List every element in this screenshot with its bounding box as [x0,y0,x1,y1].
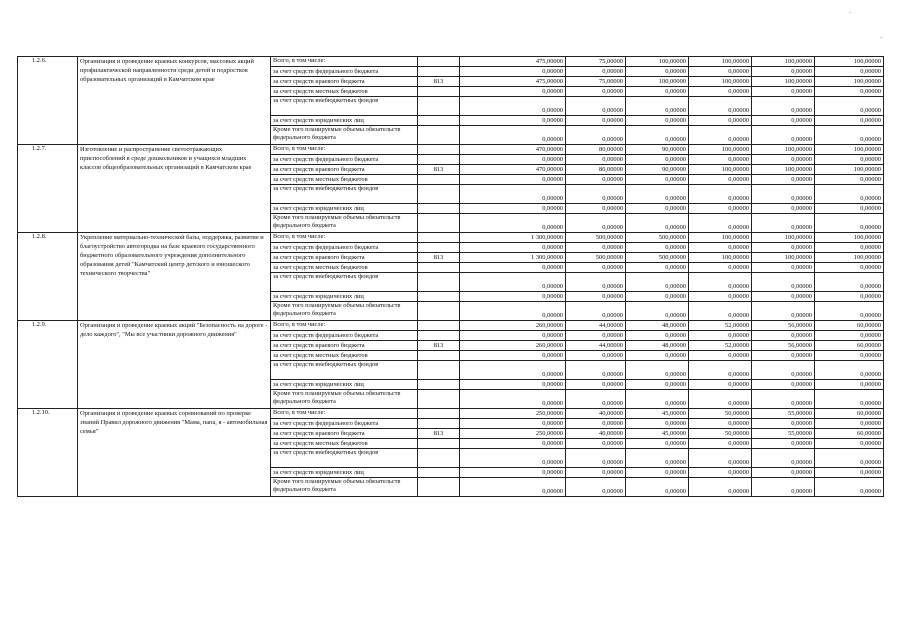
year-amount: 0,00000 [815,361,884,380]
funding-source-label: за счет средств федерального бюджета [271,155,418,165]
year-amount: 100,00000 [689,57,752,67]
total-amount: 260,00000 [460,341,566,351]
year-amount: 0,00000 [752,263,815,273]
total-amount: 0,00000 [460,67,566,77]
budget-code-cell [418,292,460,302]
budget-code-cell: 813 [418,253,460,263]
budget-code-cell: 813 [418,341,460,351]
year-amount: 0,00000 [815,185,884,204]
year-amount: 0,00000 [626,302,689,321]
total-amount: 1 300,00000 [460,233,566,243]
year-amount: 0,00000 [689,214,752,233]
year-amount: 0,00000 [815,390,884,409]
year-amount: 0,00000 [815,302,884,321]
year-amount: 0,00000 [626,449,689,468]
year-amount: 100,00000 [815,77,884,87]
total-amount: 0,00000 [460,390,566,409]
budget-code-cell [418,175,460,185]
total-amount: 0,00000 [460,126,566,145]
year-amount: 45,00000 [626,429,689,439]
total-amount: 475,00000 [460,57,566,67]
total-amount: 0,00000 [460,449,566,468]
year-amount: 0,00000 [815,175,884,185]
year-amount: 0,00000 [752,204,815,214]
year-amount: 0,00000 [566,380,626,390]
year-amount: 0,00000 [815,87,884,97]
year-amount: 40,00000 [566,429,626,439]
funding-source-label: за счет средств внебюджетных фондов [271,449,418,468]
year-amount: 0,00000 [752,185,815,204]
year-amount: 100,00000 [815,165,884,175]
year-amount: 50,00000 [689,429,752,439]
year-amount: 90,00000 [626,145,689,155]
year-amount: 0,00000 [626,185,689,204]
year-amount: 0,00000 [752,390,815,409]
budget-code-cell [418,321,460,331]
funding-source-label: за счет средств внебюджетных фондов [271,97,418,116]
year-amount: 0,00000 [566,97,626,116]
total-amount: 0,00000 [460,87,566,97]
total-amount: 0,00000 [460,185,566,204]
year-amount: 56,00000 [752,341,815,351]
year-amount: 0,00000 [689,273,752,292]
year-amount: 0,00000 [689,380,752,390]
year-amount: 0,00000 [689,478,752,497]
year-amount: 55,00000 [752,409,815,419]
activity-title: Изготовление и распространение светоотражающих приспособлений в среде дошкольников и учащихся младших классов общеобразовательных организаций в Камчатском крае [78,145,271,233]
year-amount: 0,00000 [566,351,626,361]
funding-source-label: за счет средств краевого бюджета [271,253,418,263]
funding-source-label: за счет средств краевого бюджета [271,429,418,439]
year-amount: 60,00000 [815,409,884,419]
year-amount: 0,00000 [626,214,689,233]
total-amount: 0,00000 [460,175,566,185]
year-amount: 80,00000 [566,165,626,175]
year-amount: 50,00000 [689,409,752,419]
year-amount: 0,00000 [566,243,626,253]
year-amount: 0,00000 [689,116,752,126]
year-amount: 0,00000 [566,361,626,380]
year-amount: 0,00000 [689,302,752,321]
year-amount: 0,00000 [626,155,689,165]
year-amount: 500,00000 [626,233,689,243]
year-amount: 0,00000 [626,331,689,341]
year-amount: 55,00000 [752,429,815,439]
funding-source-label: за счет средств юридических лиц [271,380,418,390]
year-amount: 100,00000 [752,253,815,263]
year-amount: 0,00000 [815,263,884,273]
funding-source-label: Всего, в том числе: [271,409,418,419]
year-amount: 0,00000 [815,243,884,253]
year-amount: 75,00000 [566,57,626,67]
year-amount: 0,00000 [566,214,626,233]
budget-code-cell [418,361,460,380]
funding-source-label: за счет средств юридических лиц [271,204,418,214]
activity-number: 1.2.6. [18,57,78,145]
year-amount: 44,00000 [566,341,626,351]
year-amount: 0,00000 [566,273,626,292]
year-amount: 0,00000 [815,204,884,214]
activity-row [18,145,884,155]
year-amount: 0,00000 [815,116,884,126]
total-amount: 0,00000 [460,204,566,214]
year-amount: 0,00000 [689,126,752,145]
year-amount: 100,00000 [689,77,752,87]
year-amount: 0,00000 [689,67,752,77]
year-amount: 45,00000 [626,409,689,419]
funding-source-label: за счет средств местных бюджетов [271,439,418,449]
year-amount: 500,00000 [566,233,626,243]
year-amount: 60,00000 [815,429,884,439]
budget-code-cell [418,351,460,361]
year-amount: 0,00000 [566,302,626,321]
year-amount: 100,00000 [689,233,752,243]
year-amount: 0,00000 [689,351,752,361]
year-amount: 0,00000 [626,263,689,273]
year-amount: 48,00000 [626,321,689,331]
total-amount: 470,00000 [460,165,566,175]
total-amount: 0,00000 [460,468,566,478]
total-amount: 250,00000 [460,409,566,419]
year-amount: 0,00000 [815,439,884,449]
year-amount: 40,00000 [566,409,626,419]
funding-source-label: за счет средств федерального бюджета [271,67,418,77]
year-amount: 100,00000 [752,57,815,67]
total-amount: 0,00000 [460,361,566,380]
year-amount: 0,00000 [689,292,752,302]
year-amount: 0,00000 [815,380,884,390]
funding-source-label: Кроме того планируемые объемы обязательств федерального бюджета [271,126,418,145]
budget-code-cell [418,233,460,243]
year-amount: 0,00000 [566,263,626,273]
year-amount: 0,00000 [752,214,815,233]
activity-number: 1.2.8. [18,233,78,321]
year-amount: 0,00000 [626,380,689,390]
year-amount: 0,00000 [815,97,884,116]
funding-source-label: Кроме того планируемые объемы обязательств федерального бюджета [271,302,418,321]
activity-number: 1.2.10. [18,409,78,497]
funding-source-label: за счет средств юридических лиц [271,292,418,302]
funding-source-label: Кроме того планируемые объемы обязательств федерального бюджета [271,478,418,497]
total-amount: 0,00000 [460,273,566,292]
year-amount: 52,00000 [689,321,752,331]
budget-code-cell [418,97,460,116]
funding-source-label: за счет средств федерального бюджета [271,331,418,341]
budget-code-cell [418,380,460,390]
funding-source-label: Всего, в том числе: [271,321,418,331]
year-amount: 0,00000 [626,292,689,302]
year-amount: 0,00000 [626,351,689,361]
funding-source-label: за счет средств внебюджетных фондов [271,185,418,204]
year-amount: 0,00000 [626,478,689,497]
year-amount: 0,00000 [752,243,815,253]
year-amount: 0,00000 [689,439,752,449]
funding-table-body [18,57,884,497]
year-amount: 0,00000 [815,351,884,361]
year-amount: 0,00000 [566,175,626,185]
total-amount: 1 300,00000 [460,253,566,263]
total-amount: 0,00000 [460,214,566,233]
year-amount: 0,00000 [566,419,626,429]
funding-source-label: за счет средств внебюджетных фондов [271,361,418,380]
year-amount: 500,00000 [566,253,626,263]
year-amount: 0,00000 [752,449,815,468]
year-amount: 0,00000 [566,185,626,204]
year-amount: 0,00000 [566,292,626,302]
funding-source-label: за счет средств краевого бюджета [271,165,418,175]
year-amount: 0,00000 [752,87,815,97]
year-amount: 0,00000 [626,87,689,97]
budget-code-cell [418,185,460,204]
year-amount: 0,00000 [626,67,689,77]
funding-source-label: за счет средств федерального бюджета [271,419,418,429]
year-amount: 0,00000 [566,331,626,341]
year-amount: 60,00000 [815,321,884,331]
year-amount: 0,00000 [626,468,689,478]
total-amount: 0,00000 [460,97,566,116]
activity-row [18,57,884,67]
scan-mark-dash: - [880,33,883,42]
activity-title: Организация и проведение краевых соревнований по проверке знаний Правил дорожного движения "Мама, папа, я - автомобильная семья" [78,409,271,497]
activity-title: Организация и проведение краевых конкурсов, массовых акций профилактической направленности среди детей и подростков образовательных организаций в Камчатском крае [78,57,271,145]
year-amount: 0,00000 [752,97,815,116]
year-amount: 0,00000 [752,361,815,380]
total-amount: 475,00000 [460,77,566,87]
year-amount: 0,00000 [752,273,815,292]
year-amount: 80,00000 [566,145,626,155]
year-amount: 0,00000 [626,97,689,116]
year-amount: 100,00000 [626,77,689,87]
year-amount: 0,00000 [566,449,626,468]
funding-source-label: Всего, в том числе: [271,233,418,243]
year-amount: 75,00000 [566,77,626,87]
year-amount: 56,00000 [752,321,815,331]
budget-code-cell [418,468,460,478]
year-amount: 0,00000 [566,468,626,478]
year-amount: 0,00000 [815,478,884,497]
budget-code-cell [418,57,460,67]
year-amount: 0,00000 [626,273,689,292]
year-amount: 0,00000 [752,175,815,185]
total-amount: 260,00000 [460,321,566,331]
budget-code-cell [418,263,460,273]
year-amount: 0,00000 [815,155,884,165]
funding-source-label: за счет средств местных бюджетов [271,175,418,185]
budget-code-cell [418,204,460,214]
budget-code-cell [418,155,460,165]
total-amount: 0,00000 [460,116,566,126]
funding-source-label: за счет средств местных бюджетов [271,351,418,361]
year-amount: 0,00000 [752,331,815,341]
year-amount: 0,00000 [815,292,884,302]
funding-source-label: за счет средств внебюджетных фондов [271,273,418,292]
year-amount: 100,00000 [752,233,815,243]
budget-code-cell [418,478,460,497]
total-amount: 0,00000 [460,155,566,165]
year-amount: 100,00000 [752,165,815,175]
year-amount: 0,00000 [566,439,626,449]
funding-source-label: Кроме того планируемые объемы обязательств федерального бюджета [271,214,418,233]
total-amount: 0,00000 [460,380,566,390]
year-amount: 0,00000 [566,67,626,77]
budget-code-cell [418,116,460,126]
year-amount: 0,00000 [626,361,689,380]
year-amount: 0,00000 [752,116,815,126]
year-amount: 0,00000 [566,116,626,126]
budget-code-cell [418,87,460,97]
funding-source-label: за счет средств юридических лиц [271,468,418,478]
budget-code-cell [418,302,460,321]
activity-number: 1.2.7. [18,145,78,233]
total-amount: 470,00000 [460,145,566,155]
year-amount: 100,00000 [815,57,884,67]
budget-code-cell [418,449,460,468]
year-amount: 0,00000 [626,204,689,214]
year-amount: 0,00000 [689,97,752,116]
budget-code-cell [418,67,460,77]
total-amount: 0,00000 [460,302,566,321]
total-amount: 0,00000 [460,439,566,449]
year-amount: 0,00000 [815,273,884,292]
year-amount: 0,00000 [689,175,752,185]
year-amount: 0,00000 [752,155,815,165]
budget-code-cell [418,243,460,253]
year-amount: 0,00000 [815,214,884,233]
year-amount: 100,00000 [815,233,884,243]
funding-source-label: за счет средств федерального бюджета [271,243,418,253]
year-amount: 0,00000 [566,478,626,497]
year-amount: 0,00000 [752,439,815,449]
year-amount: 0,00000 [815,468,884,478]
funding-source-label: за счет средств краевого бюджета [271,77,418,87]
total-amount: 0,00000 [460,263,566,273]
activity-number: 1.2.9. [18,321,78,409]
year-amount: 100,00000 [689,253,752,263]
budget-code-cell [418,409,460,419]
budget-code-cell [418,214,460,233]
activity-title: Организация и проведение краевых акций "Безопасность на дороге - дело каждого", "Мы все участники дорожного движения" [78,321,271,409]
year-amount: 0,00000 [689,263,752,273]
year-amount: 100,00000 [689,145,752,155]
year-amount: 0,00000 [752,468,815,478]
year-amount: 0,00000 [626,175,689,185]
activity-row [18,233,884,243]
activity-title: Укрепление материально-технической базы, поддержка, развитие и благоустройство автогородка на базе краевого государственного бюджетного образовательного учреждения дополнительного образования детей "Камчатский центр детского и юношеского технического творчества" [78,233,271,321]
funding-source-label: за счет средств местных бюджетов [271,263,418,273]
year-amount: 100,00000 [815,253,884,263]
funding-source-label: Кроме того планируемые объемы обязательств федерального бюджета [271,390,418,409]
year-amount: 48,00000 [626,341,689,351]
funding-source-label: за счет средств местных бюджетов [271,87,418,97]
funding-table [17,56,884,497]
budget-code-cell: 813 [418,77,460,87]
budget-code-cell [418,145,460,155]
year-amount: 0,00000 [689,390,752,409]
year-amount: 100,00000 [752,145,815,155]
budget-code-cell: 813 [418,165,460,175]
year-amount: 0,00000 [752,351,815,361]
year-amount: 500,00000 [626,253,689,263]
year-amount: 0,00000 [689,87,752,97]
year-amount: 0,00000 [566,126,626,145]
year-amount: 0,00000 [689,468,752,478]
funding-source-label: Всего, в том числе: [271,145,418,155]
funding-source-label: за счет средств краевого бюджета [271,341,418,351]
budget-code-cell [418,439,460,449]
budget-code-cell [418,126,460,145]
activity-row [18,321,884,331]
total-amount: 0,00000 [460,292,566,302]
year-amount: 0,00000 [689,361,752,380]
year-amount: 0,00000 [626,116,689,126]
year-amount: 0,00000 [815,419,884,429]
budget-code-cell [418,331,460,341]
year-amount: 0,00000 [566,204,626,214]
year-amount: 100,00000 [815,145,884,155]
year-amount: 0,00000 [752,302,815,321]
total-amount: 0,00000 [460,243,566,253]
year-amount: 0,00000 [815,126,884,145]
year-amount: 0,00000 [752,380,815,390]
funding-source-label: за счет средств юридических лиц [271,116,418,126]
year-amount: 0,00000 [566,87,626,97]
year-amount: 44,00000 [566,321,626,331]
scan-mark-dot: . [849,6,851,15]
year-amount: 0,00000 [566,155,626,165]
year-amount: 100,00000 [752,77,815,87]
year-amount: 0,00000 [689,185,752,204]
year-amount: 0,00000 [815,449,884,468]
budget-code-cell [418,419,460,429]
year-amount: 0,00000 [752,292,815,302]
year-amount: 100,00000 [689,165,752,175]
year-amount: 0,00000 [626,439,689,449]
funding-source-label: Всего, в том числе: [271,57,418,67]
year-amount: 0,00000 [689,204,752,214]
total-amount: 0,00000 [460,478,566,497]
year-amount: 0,00000 [752,419,815,429]
year-amount: 0,00000 [626,243,689,253]
year-amount: 0,00000 [689,155,752,165]
total-amount: 0,00000 [460,331,566,341]
year-amount: 0,00000 [815,331,884,341]
year-amount: 0,00000 [689,243,752,253]
year-amount: 0,00000 [626,126,689,145]
year-amount: 0,00000 [689,449,752,468]
year-amount: 0,00000 [752,67,815,77]
year-amount: 0,00000 [689,419,752,429]
year-amount: 0,00000 [626,390,689,409]
total-amount: 0,00000 [460,351,566,361]
year-amount: 0,00000 [566,390,626,409]
year-amount: 0,00000 [815,67,884,77]
year-amount: 0,00000 [626,419,689,429]
total-amount: 250,00000 [460,429,566,439]
budget-code-cell [418,273,460,292]
total-amount: 0,00000 [460,419,566,429]
budget-code-cell [418,390,460,409]
year-amount: 0,00000 [752,478,815,497]
budget-code-cell: 813 [418,429,460,439]
year-amount: 90,00000 [626,165,689,175]
year-amount: 60,00000 [815,341,884,351]
year-amount: 0,00000 [752,126,815,145]
year-amount: 52,00000 [689,341,752,351]
year-amount: 0,00000 [689,331,752,341]
year-amount: 100,00000 [626,57,689,67]
activity-row [18,409,884,419]
